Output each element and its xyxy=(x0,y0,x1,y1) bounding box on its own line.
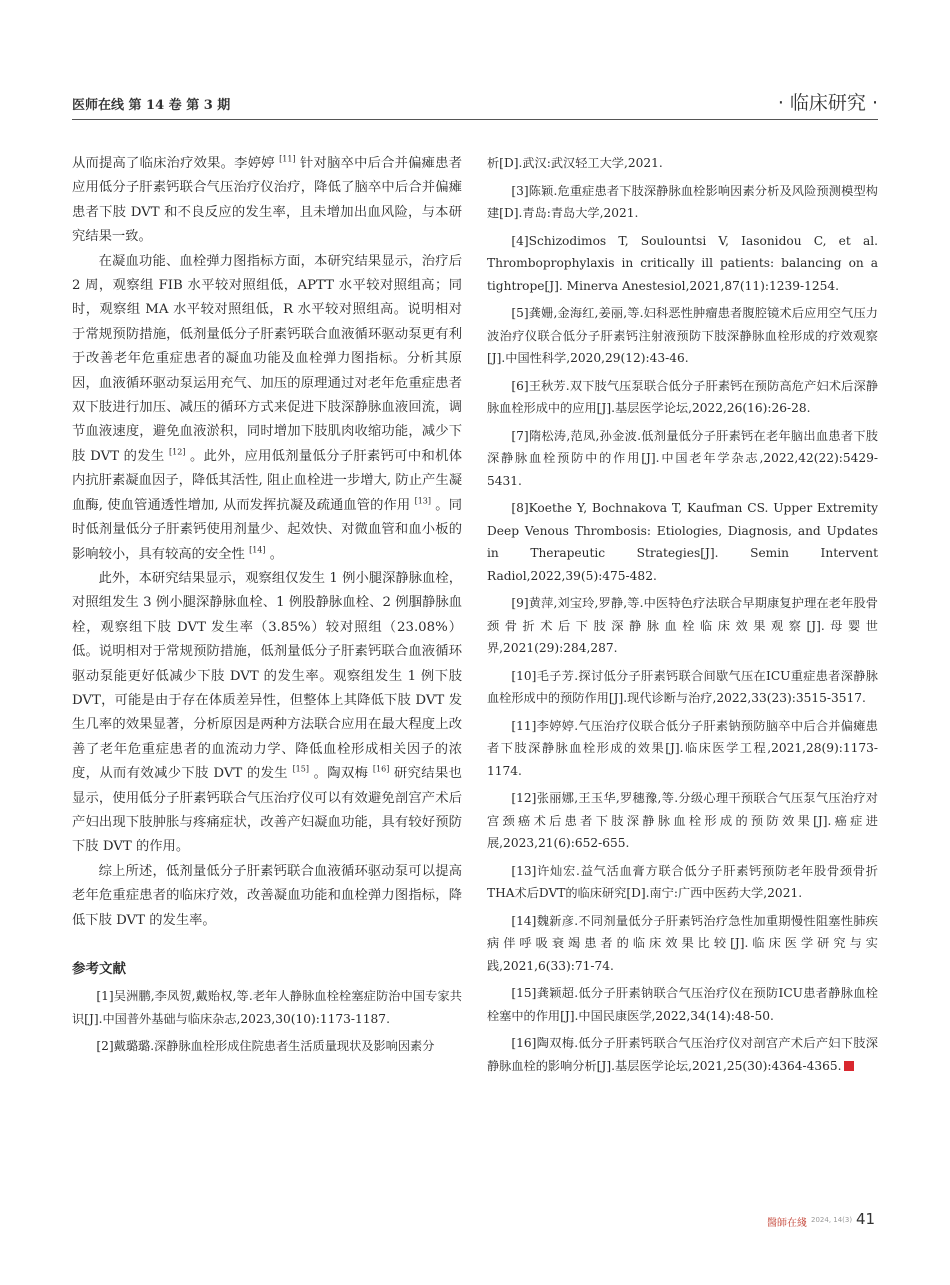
reference-item: 析[D].武汉:武汉轻工大学,2021. xyxy=(487,156,663,170)
journal-logo: 醫師在綫 xyxy=(767,1218,807,1229)
reference-item: [1]吴洲鹏,李凤贺,戴贻权,等.老年人静脉血栓栓塞症防治中国专家共识[J].中国普外基础与临床杂志,2023,30(10):1173-1187. xyxy=(72,989,462,1026)
reference-item: [13]许灿宏.益气活血膏方联合低分子肝素钙预防老年股骨颈骨折THA术后DVT的临床研究[D].南宁:广西中医药大学,2021. xyxy=(487,863,878,900)
reference-item: [12]张丽娜,王玉华,罗穗豫,等.分级心理干预联合气压泵气压治疗对宫颈癌术后患者下肢深静脉血栓形成的预防效果[J].癌症进展,2023,21(6):652-655. xyxy=(487,791,878,850)
reference-item: [2]戴璐璐.深静脉血栓形成住院患者生活质量现状及影响因素分 xyxy=(96,1039,435,1053)
reference-item: [3]陈颖.危重症患者下肢深静脉血栓影响因素分析及风险预测模型构建[D].青岛:青岛大学,2021. xyxy=(487,183,878,220)
reference-item: [16]陶双梅.低分子肝素钙联合气压治疗仪对剖宫产术后产妇下肢深静脉血栓的影响分析[J].基层医学论坛,2021,25(30):4364-4365. xyxy=(487,1036,878,1073)
page-number: 41 xyxy=(856,1210,876,1228)
citation: [16] xyxy=(372,764,390,774)
section-tag: · 临床研究 · xyxy=(777,92,878,114)
page-footer xyxy=(0,1209,950,1235)
citation: [12] xyxy=(169,447,186,457)
end-mark-icon xyxy=(844,1061,854,1071)
citation: [13] xyxy=(414,496,431,506)
reference-item: [8]Koethe Y, Bochnakova T, Kaufman CS. Upper Extremity Deep Venous Thrombosis: Etiologies, Diagnosis, and Updates in Therapeutic Strategies[J]. Semin Intervent Radiol,2022,39(5):475-482. xyxy=(487,501,878,583)
right-column xyxy=(487,152,878,1082)
body-paragraph: 综上所述，低剂量低分子肝素钙联合血液循环驱动泵可以提高老年危重症患者的临床疗效，改善凝血功能和血栓弹力图指标，降低下肢 DVT 的发生率。 xyxy=(72,863,462,928)
reference-item: [7]隋松涛,范凤,孙金波.低剂量低分子肝素钙在老年脑出血患者下肢深静脉血栓预防中的作用[J].中国老年学杂志,2022,42(22):5429-5431. xyxy=(487,428,878,488)
reference-item: [4]Schizodimos T, Soulountsi V, Iasonidou C, et al. Thromboprophylaxis in critically ill patients: balancing on a tightrope[J]. Minerva Anestesiol,2021,87(11):1239-1254. xyxy=(487,233,878,293)
reference-item: [9]黄萍,刘宝玲,罗静,等.中医特色疗法联合早期康复护理在老年股骨颈骨折术后下肢深静脉血栓临床效果观察[J].母婴世界,2021(29):284,287. xyxy=(487,596,878,655)
reference-item: [10]毛子芳.探讨低分子肝素钙联合间歇气压在ICU重症患者深静脉血栓形成中的预防作用[J].现代诊断与治疗,2022,33(23):3515-3517. xyxy=(487,668,878,705)
body-paragraph: 从而提高了临床治疗效果。李婷婷 [11] 针对脑卒中后合并偏瘫患者应用低分子肝素钙联合气压治疗仪治疗，降低了脑卒中后合并偏瘫患者下肢 DVT 和不良反应的发生率，且未增加出血风险，与本研究结果一致。 xyxy=(72,154,462,245)
citation: [11] xyxy=(279,154,296,164)
header-rule xyxy=(72,119,878,120)
reference-item: [5]龚姗,金海红,姜丽,等.妇科恶性肿瘤患者腹腔镜术后应用空气压力波治疗仪联合低分子肝素钙注射液预防下肢深静脉血栓形成的疗效观察[J].中国性科学,2020,29(12):43-46. xyxy=(487,306,878,365)
reference-item: [6]王秋芳.双下肢气压泵联合低分子肝素钙在预防高危产妇术后深静脉血栓形成中的应用[J].基层医学论坛,2022,26(16):26-28. xyxy=(487,378,878,415)
page-header xyxy=(72,88,878,118)
citation: [14] xyxy=(249,545,266,555)
citation: [15] xyxy=(292,764,309,774)
left-column xyxy=(72,152,462,1063)
journal-title: 医师在线 第 14 卷 第 3 期 xyxy=(72,98,231,113)
reference-item: [11]李婷婷.气压治疗仪联合低分子肝素钠预防脑卒中后合并偏瘫患者下肢深静脉血栓形成的效果[J].临床医学工程,2021,28(9):1173-1174. xyxy=(487,718,878,778)
reference-item: [15]龚颖超.低分子肝素钠联合气压治疗仪在预防ICU患者静脉血栓栓塞中的作用[J].中国民康医学,2022,34(14):48-50. xyxy=(487,986,878,1023)
reference-item: [14]魏新彦.不同剂量低分子肝素钙治疗急性加重期慢性阻塞性肺疾病伴呼吸衰竭患者的临床效果比较[J].临床医学研究与实践,2021,6(33):71-74. xyxy=(487,913,878,973)
body-paragraph: 此外，本研究结果显示，观察组仅发生 1 例小腿深静脉血栓，对照组发生 3 例小腿深静脉血栓、1 例股静脉血栓、2 例腘静脉血栓，观察组下肢 DVT 发生率（3.85%）较对照组（23.08%）低。说明相对于常规预防措施，低剂量低分子肝素钙联合血液循环驱动泵能更好低减少下肢 DVT 的发生率。观察组发生 1 例下肢 DVT，可能是由于存在体质差异性，但整体上其降低下肢 DVT 发生几率的效果显著，分析原因是两种方法联合应用在最大程度上改善了老年危重症患者的血流动力学、降低血栓形成相关因子的浓度，从而有效减少下肢 DVT 的发生 [15] 。陶双梅 [16] 研究结果也显示，使用低分子肝素钙联合气压治疗仪可以有效避免剖宫产术后产妇出现下肢肿胀与疼痛症状，改善产妇凝血功能，具有较好预防下肢 DVT 的作用。 xyxy=(72,570,462,855)
references-heading: 参考文献 xyxy=(72,961,126,977)
issue-label: 2024, 14(3) xyxy=(811,1216,853,1224)
body-paragraph: 在凝血功能、血栓弹力图指标方面，本研究结果显示，治疗后 2 周，观察组 FIB 水平较对照组低，APTT 水平较对照组高；同时，观察组 MA 水平较对照组低，R 水平较对照组高。说明相对于常规预防措施，低剂量低分子肝素钙联合血液循环驱动泵更有利于改善老年危重症患者的凝血功能及血栓弹力图指标。分析其原因，血液循环驱动泵运用充气、加压的原理通过对老年危重症患者双下肢进行加压、减压的循环方式来促进下肢深静脉血液回流，调节血液速度，避免血液淤积，同时增加下肢肌肉收缩功能，减少下肢 DVT 的发生 [12] 。此外，应用低剂量低分子肝素钙可中和机体内抗肝素凝血因子，降低其活性, 阻止血栓进一步增大, 防止产生凝血酶, 使血管通透性增加, 从而发挥抗凝及疏通血管的作用 [13] 。同时低剂量低分子肝素钙使用剂量少、起效快、对微血管和血小板的影响较小，具有较高的安全性 [14] 。 xyxy=(72,253,462,562)
